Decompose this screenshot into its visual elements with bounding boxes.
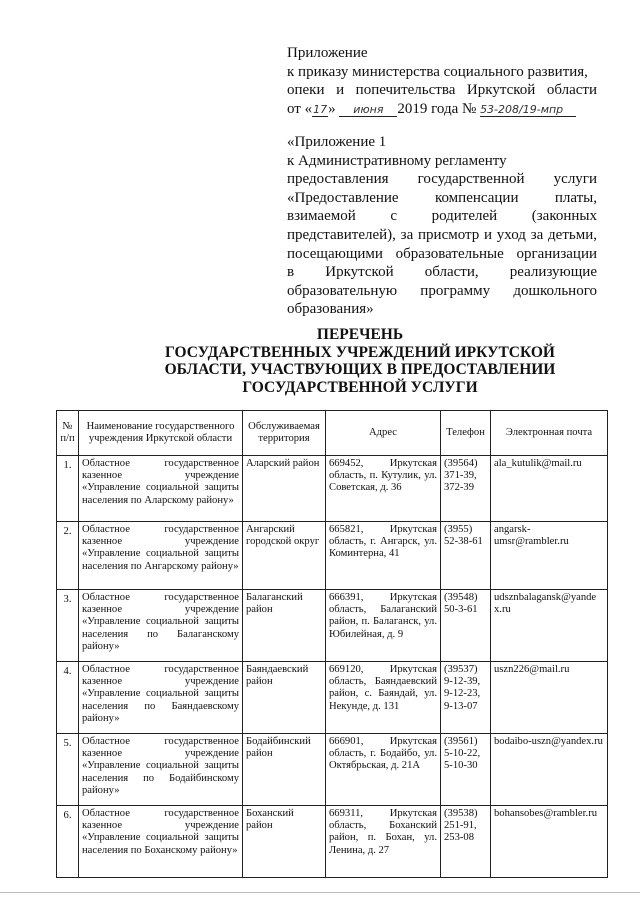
institution-name: Областное государственное казенное учреждение «Управление социальной защиты населения по Аларскому району» [79, 456, 243, 522]
annex-line: предоставления государственной услуги [287, 171, 597, 188]
date-mid: » [328, 100, 336, 117]
ministry-name: опеки и попечительства Иркутской области [287, 82, 597, 99]
annex-line: посещающими образовательные организации [287, 245, 597, 262]
row-number: 2. [57, 522, 79, 590]
row-number: 6. [57, 806, 79, 878]
annex-line: образовательную программу дошкольного [287, 282, 597, 299]
annex-line: «Предоставление компенсации платы, [287, 189, 597, 206]
annex-line: взимаемой с родителей (законных [287, 208, 597, 225]
institution-name: Областное государственное казенное учреждение «Управление социальной защиты населения по Ангарскому району» [79, 522, 243, 590]
address: 665821, Иркутская область, г. Ангарск, ул. Коминтерна, 41 [326, 522, 441, 590]
phone: (39561) 5-10-22, 5-10-30 [441, 734, 491, 806]
institution-name: Областное государственное казенное учреждение «Управление социальной защиты населения по Боханскому району» [79, 806, 243, 878]
phone: (39564) 371-39, 372-39 [441, 456, 491, 522]
institution-name: Областное государственное казенное учреждение «Управление социальной защиты населения по Баяндаевскому району» [79, 662, 243, 734]
date-day: 17 [313, 102, 328, 116]
appendix-label: Приложение [287, 45, 368, 61]
institutions-table [56, 410, 608, 878]
header-phone: Телефон [441, 411, 491, 456]
title-line: ОБЛАСТИ, УЧАСТВУЮЩИХ В ПРЕДОСТАВЛЕНИИ [164, 361, 556, 378]
annex-header [287, 133, 597, 319]
address: 666391, Иркутская область, Балаганский район, п. Балаганск, ул. Юбилейная, д. 9 [326, 590, 441, 662]
table-row [57, 734, 608, 806]
title-line: ГОСУДАРСТВЕННЫХ УЧРЕЖДЕНИЙ ИРКУТСКОЙ [165, 343, 555, 361]
document-title [150, 326, 570, 396]
annex-line: представителей), за присмотр и уход за детьми, [287, 226, 597, 243]
email-link[interactable]: angarsk-umsr@rambler.ru [491, 522, 608, 590]
territory: Бодайбинский район [243, 734, 326, 806]
header-number: № п/п [57, 411, 79, 456]
title-line: ПЕРЕЧЕНЬ [316, 326, 404, 343]
order-reference: к приказу министерства социального развития, [287, 63, 588, 80]
row-number: 5. [57, 734, 79, 806]
date-year: 2019 года № [397, 100, 477, 117]
institution-name: Областное государственное казенное учреждение «Управление социальной защиты населения по Балаганскому району» [79, 590, 243, 662]
phone: (39537) 9-12-39, 9-12-23, 9-13-07 [441, 662, 491, 734]
phone: (39548) 50-3-61 [441, 590, 491, 662]
email-link[interactable]: udsznbalagansk@yandex.ru [491, 590, 608, 662]
order-number: 53-208/19-мпр [480, 103, 576, 117]
row-number: 1. [57, 456, 79, 522]
table-row [57, 806, 608, 878]
territory: Боханский район [243, 806, 326, 878]
phone: (39538) 251-91, 253-08 [441, 806, 491, 878]
header-institution: Наименование государственного учреждения Иркутской области [79, 411, 243, 456]
table-row [57, 522, 608, 590]
header-email: Электронная почта [491, 411, 608, 456]
territory: Балаганский район [243, 590, 326, 662]
order-date-line [287, 100, 597, 119]
annex-line: образования» [287, 301, 374, 318]
territory: Баяндаевский район [243, 662, 326, 734]
email-link[interactable]: bodaibo-uszn@yandex.ru [491, 734, 608, 806]
address: 669452, Иркутская область, п. Кутулик, ул. Советская, д. 36 [326, 456, 441, 522]
phone: (3955) 52-38-61 [441, 522, 491, 590]
appendix-header [287, 44, 597, 118]
page-edge-divider [0, 892, 640, 893]
header-address: Адрес [326, 411, 441, 456]
date-month: июня [339, 103, 397, 117]
annex-line: в Иркутской области, реализующие [287, 264, 597, 281]
email-link[interactable]: bohansobes@rambler.ru [491, 806, 608, 878]
table-header-row [57, 411, 608, 456]
territory: Ангарский городской округ [243, 522, 326, 590]
email-link[interactable]: ala_kutulik@mail.ru [491, 456, 608, 522]
email-link[interactable]: uszn226@mail.ru [491, 662, 608, 734]
address: 666901, Иркутская область, г. Бодайбо, ул. Октябрьская, д. 21А [326, 734, 441, 806]
institution-name: Областное государственное казенное учреждение «Управление социальной защиты населения по Бодайбинскому району» [79, 734, 243, 806]
header-territory: Обслуживаемая территория [243, 411, 326, 456]
date-prefix: от « [287, 100, 313, 117]
territory: Аларский район [243, 456, 326, 522]
annex-line: к Административному регламенту [287, 152, 507, 169]
table-row [57, 590, 608, 662]
annex-line: «Приложение 1 [287, 134, 387, 150]
address: 669311, Иркутская область, Боханский район, п. Бохан, ул. Ленина, д. 27 [326, 806, 441, 878]
title-line: ГОСУДАРСТВЕННОЙ УСЛУГИ [242, 378, 478, 396]
row-number: 4. [57, 662, 79, 734]
table-row [57, 456, 608, 522]
table-row [57, 662, 608, 734]
row-number: 3. [57, 590, 79, 662]
address: 669120, Иркутская область, Баяндаевский район, с. Баяндай, ул. Некунде, д. 131 [326, 662, 441, 734]
